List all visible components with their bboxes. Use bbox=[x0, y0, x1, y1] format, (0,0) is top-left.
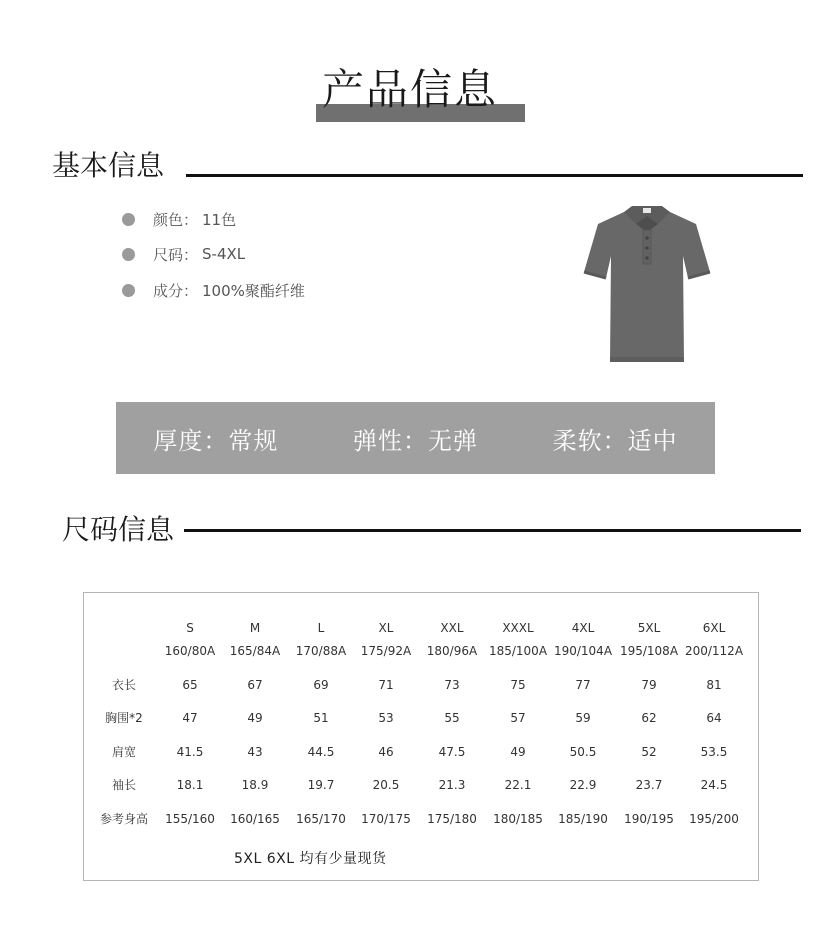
table-cell: 55 bbox=[444, 711, 460, 725]
page-title: 产品信息 bbox=[321, 65, 498, 114]
size-code: 180/96A bbox=[426, 644, 478, 658]
size-header: 6XL bbox=[702, 621, 726, 635]
table-cell: 19.7 bbox=[307, 778, 335, 792]
size-header: 4XL bbox=[571, 621, 595, 635]
table-cell: 43 bbox=[247, 745, 263, 759]
table-cell: 46 bbox=[378, 745, 394, 759]
size-code: 175/92A bbox=[360, 644, 412, 658]
table-cell: 67 bbox=[247, 678, 263, 692]
table-cell: 53 bbox=[378, 711, 394, 725]
info-value: 100%聚酯纤维 bbox=[202, 281, 305, 300]
stock-note: 5XL 6XL 均有少量现货 bbox=[234, 851, 387, 867]
size-header: XXXL bbox=[502, 621, 534, 635]
row-label: 肩宽 bbox=[111, 745, 136, 759]
table-cell: 81 bbox=[706, 678, 722, 692]
size-info-heading: 尺码信息 bbox=[62, 513, 175, 546]
table-cell: 21.3 bbox=[438, 778, 466, 792]
table-cell: 155/160 bbox=[165, 812, 215, 826]
size-header: XL bbox=[378, 621, 394, 635]
table-cell: 165/170 bbox=[296, 812, 346, 826]
table-cell: 20.5 bbox=[372, 778, 400, 792]
table-cell: 41.5 bbox=[176, 745, 204, 759]
feature-softness: 柔软：适中 bbox=[552, 426, 678, 455]
row-label: 衣长 bbox=[111, 678, 136, 692]
table-cell: 23.7 bbox=[635, 778, 663, 792]
table-cell: 71 bbox=[378, 678, 394, 692]
table-cell: 47.5 bbox=[438, 745, 466, 759]
table-cell: 64 bbox=[706, 711, 722, 725]
size-code: 195/108A bbox=[619, 644, 679, 658]
size-header: 5XL bbox=[637, 621, 661, 635]
table-cell: 190/195 bbox=[624, 812, 674, 826]
size-header: M bbox=[249, 621, 261, 635]
table-cell: 65 bbox=[182, 678, 198, 692]
table-cell: 160/165 bbox=[230, 812, 280, 826]
table-cell: 75 bbox=[510, 678, 526, 692]
table-cell: 52 bbox=[641, 745, 657, 759]
info-value: 11色 bbox=[202, 210, 237, 229]
size-code: 170/88A bbox=[295, 644, 347, 658]
table-cell: 44.5 bbox=[307, 745, 335, 759]
row-label: 胸围*2 bbox=[105, 711, 143, 725]
size-code: 190/104A bbox=[553, 644, 613, 658]
basic-info-heading: 基本信息 bbox=[52, 149, 165, 182]
info-value: S-4XL bbox=[202, 245, 246, 263]
table-cell: 59 bbox=[575, 711, 591, 725]
size-code: 185/100A bbox=[488, 644, 548, 658]
table-cell: 18.1 bbox=[176, 778, 204, 792]
table-cell: 22.9 bbox=[569, 778, 597, 792]
table-cell: 185/190 bbox=[558, 812, 608, 826]
table-cell: 170/175 bbox=[361, 812, 411, 826]
feature-elasticity: 弹性：无弹 bbox=[352, 426, 478, 455]
size-header: L bbox=[317, 621, 325, 635]
table-cell: 49 bbox=[510, 745, 526, 759]
size-header: XXL bbox=[440, 621, 464, 635]
table-cell: 47 bbox=[182, 711, 198, 725]
table-cell: 57 bbox=[510, 711, 526, 725]
table-cell: 69 bbox=[313, 678, 329, 692]
table-cell: 77 bbox=[575, 678, 591, 692]
size-code: 160/80A bbox=[164, 644, 216, 658]
table-cell: 50.5 bbox=[569, 745, 597, 759]
size-header: S bbox=[186, 621, 194, 635]
table-cell: 18.9 bbox=[241, 778, 269, 792]
table-cell: 62 bbox=[641, 711, 657, 725]
table-cell: 51 bbox=[313, 711, 329, 725]
info-label: 成分： bbox=[153, 281, 199, 300]
info-label: 尺码： bbox=[153, 245, 199, 264]
row-label: 袖长 bbox=[111, 778, 136, 792]
table-cell: 53.5 bbox=[700, 745, 728, 759]
table-cell: 79 bbox=[641, 678, 657, 692]
feature-thickness: 厚度：常规 bbox=[153, 426, 279, 455]
table-cell: 22.1 bbox=[504, 778, 532, 792]
table-cell: 24.5 bbox=[700, 778, 728, 792]
info-label: 颜色： bbox=[153, 210, 199, 229]
row-label: 参考身高 bbox=[99, 812, 148, 826]
table-cell: 175/180 bbox=[427, 812, 477, 826]
size-code: 200/112A bbox=[684, 644, 744, 658]
size-code: 165/84A bbox=[229, 644, 281, 658]
table-cell: 49 bbox=[247, 711, 263, 725]
table-cell: 195/200 bbox=[689, 812, 739, 826]
table-cell: 73 bbox=[444, 678, 460, 692]
table-cell: 180/185 bbox=[493, 812, 543, 826]
